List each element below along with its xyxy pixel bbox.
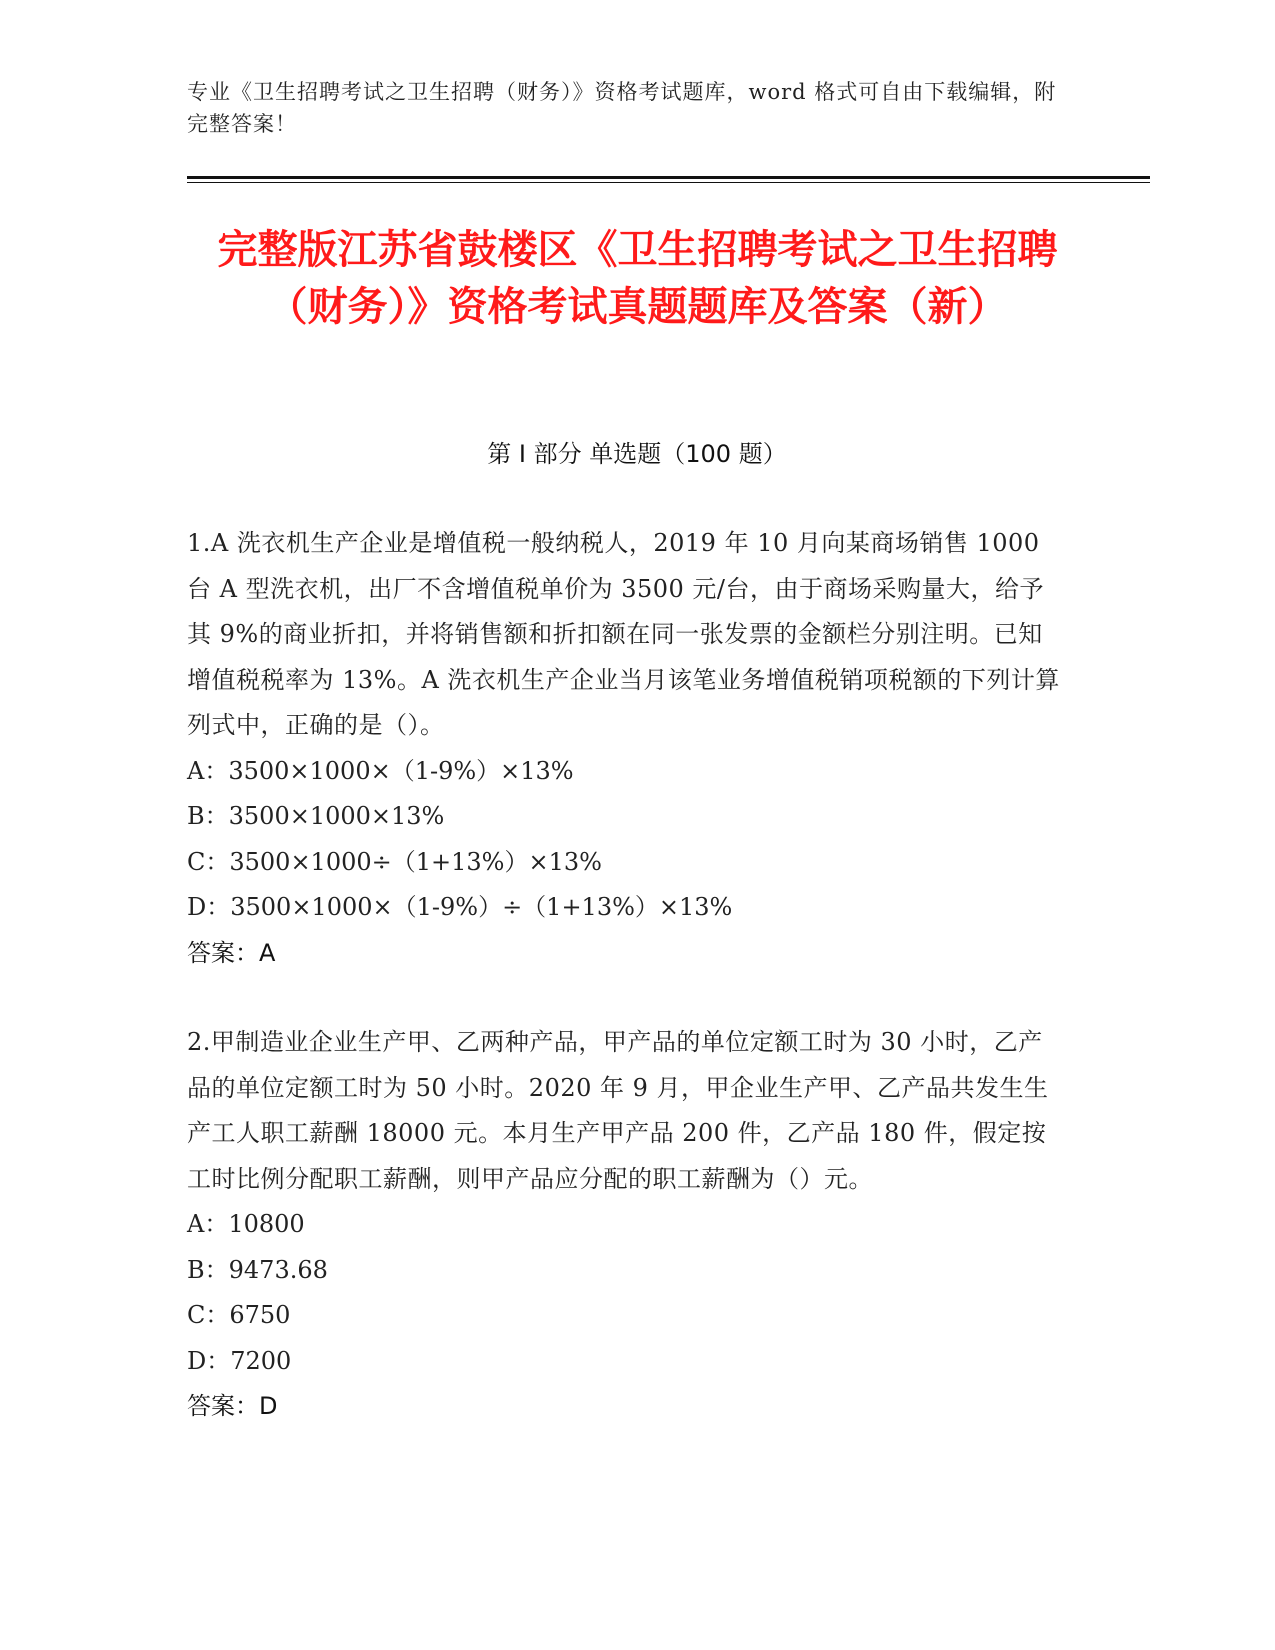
answer: 答案：A — [187, 938, 276, 967]
question-text: 2.甲制造业企业生产甲、乙两种产品，甲产品的单位定额工时为 30 小时，乙产品的单位定额工时为 50 小时。2020 年 9 月，甲企业生产甲、乙产品共发生生产工人职工薪酬 18000 元。本月生产甲产品 200 件，乙产品 180 件，假定按工时比例分配职工薪酬，则甲产品应分配的职工薪酬为（）元。 — [187, 1028, 1049, 1193]
question-text: 1.A 洗衣机生产企业是增值税一般纳税人，2019 年 10 月向某商场销售 1000 台 A 型洗衣机，出厂不含增值税单价为 3500 元/台，由于商场采购量大，给予其 9%的商业折扣，并将销售额和折扣额在同一张发票的金额栏分别注明。已知增值税税率为 13%。A 洗衣机生产企业当月该笔业务增值税销项税额的下列计算列式中，正确的是（）。 — [187, 529, 1060, 739]
question-1 — [187, 521, 1067, 976]
option-c: C：6750 — [187, 1301, 291, 1329]
option-a: A：3500×1000×（1-9%）×13% — [187, 756, 574, 785]
header-rule-thin — [187, 182, 1150, 183]
option-d: D：3500×1000×（1-9%）÷（1+13%）×13% — [187, 893, 733, 921]
header-rule-thick — [187, 176, 1150, 179]
question-2 — [187, 1020, 1067, 1429]
option-a: A：10800 — [187, 1210, 305, 1238]
option-c: C：3500×1000÷（1+13%）×13% — [187, 847, 602, 876]
section-title: 第 I 部分 单选题（100 题） — [487, 440, 787, 468]
option-b: B：9473.68 — [187, 1255, 328, 1284]
document-title: 完整版江苏省鼓楼区《卫生招聘考试之卫生招聘（财务）》资格考试真题题库及答案（新） — [217, 227, 1058, 330]
answer: 答案：D — [187, 1392, 278, 1420]
option-d: D：7200 — [187, 1346, 292, 1375]
header-note: 专业《卫生招聘考试之卫生招聘（财务）》资格考试题库，word 格式可自由下载编辑，附完整答案！ — [187, 80, 1057, 136]
option-b: B：3500×1000×13% — [187, 802, 445, 830]
